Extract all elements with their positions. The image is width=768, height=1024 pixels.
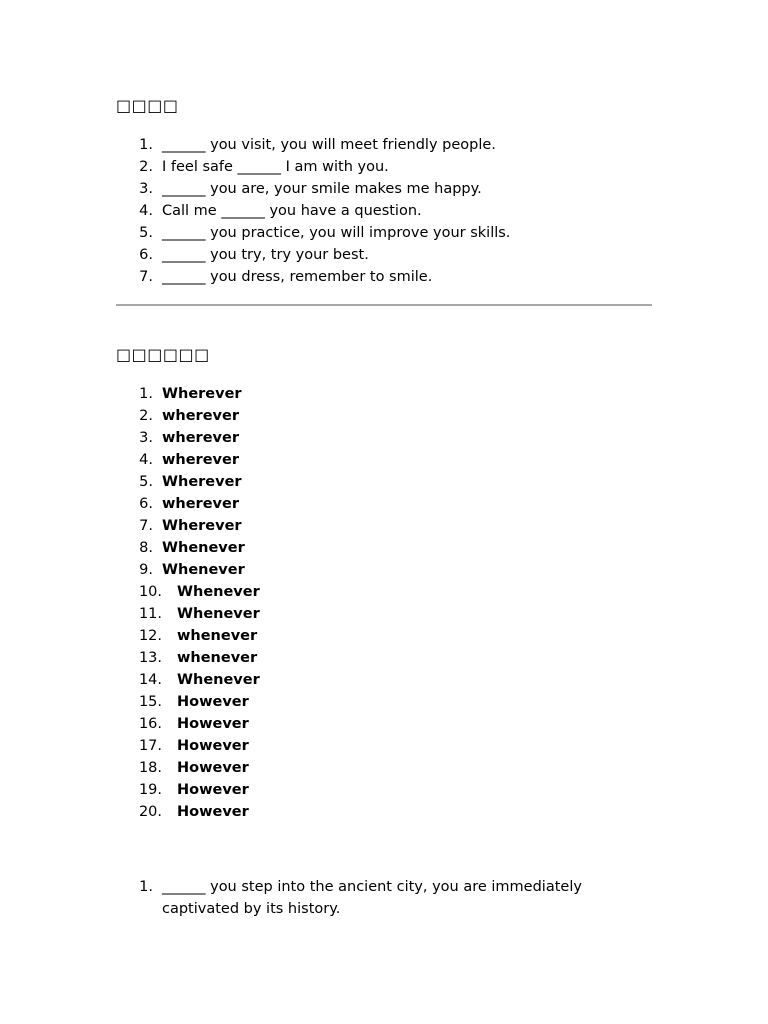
item-number: 11. — [138, 606, 162, 622]
answer-item — [116, 427, 652, 449]
item-number: 9. — [139, 562, 153, 578]
item-number: 20. — [138, 804, 162, 820]
answer-text: However — [177, 782, 249, 798]
answer-item — [116, 669, 652, 691]
answer-item — [116, 801, 652, 823]
item-number: 12. — [138, 628, 162, 644]
exercise-list — [116, 134, 652, 288]
item-number: 14. — [138, 672, 162, 688]
answer-text: However — [177, 738, 249, 754]
item-text: ______ you are, your smile makes me happy. — [162, 181, 482, 197]
item-number: 2. — [139, 408, 153, 424]
exercise-item — [116, 200, 652, 222]
answer-item — [116, 537, 652, 559]
answer-text: Whenever — [162, 540, 245, 556]
answer-item — [116, 515, 652, 537]
answer-item — [116, 471, 652, 493]
exercise-item — [116, 156, 652, 178]
answer-text: wherever — [162, 408, 239, 424]
answer-item — [116, 713, 652, 735]
exercise-item — [116, 134, 652, 156]
item-number: 19. — [138, 782, 162, 798]
item-number: 1. — [139, 386, 153, 402]
answer-text: wherever — [162, 430, 239, 446]
item-number: 4. — [139, 452, 153, 468]
item-number: 6. — [139, 247, 153, 263]
answer-item — [116, 625, 652, 647]
item-number: 4. — [139, 203, 153, 219]
answer-item — [116, 691, 652, 713]
item-number: 10. — [138, 584, 162, 600]
item-number: 17. — [138, 738, 162, 754]
item-number: 13. — [138, 650, 162, 666]
answer-text: wherever — [162, 452, 239, 468]
exercise-item — [116, 244, 652, 266]
item-text: ______ you practice, you will improve your skills. — [162, 225, 511, 241]
item-number: 5. — [139, 225, 153, 241]
extra-exercise-list — [116, 876, 636, 920]
answer-item — [116, 603, 652, 625]
answer-text: However — [177, 694, 249, 710]
item-number: 7. — [139, 269, 153, 285]
answer-text: Wherever — [162, 518, 242, 534]
item-number: 18. — [138, 760, 162, 776]
answer-text: whenever — [177, 650, 258, 666]
answer-text: However — [177, 804, 249, 820]
answer-text: However — [177, 716, 249, 732]
answer-item — [116, 779, 652, 801]
item-number: 15. — [138, 694, 162, 710]
item-number: 5. — [139, 474, 153, 490]
item-text: ______ you dress, remember to smile. — [162, 269, 433, 285]
item-number: 6. — [139, 496, 153, 512]
exercise-section-title: □□□□ — [116, 96, 179, 115]
item-number: 7. — [139, 518, 153, 534]
answer-item — [116, 449, 652, 471]
answer-text: Whenever — [162, 562, 245, 578]
answer-text: Wherever — [162, 386, 242, 402]
answer-text: However — [177, 760, 249, 776]
answer-item — [116, 493, 652, 515]
item-number: 8. — [139, 540, 153, 556]
answer-item — [116, 647, 652, 669]
answer-text: Whenever — [177, 606, 260, 622]
answer-text: wherever — [162, 496, 239, 512]
answer-item — [116, 757, 652, 779]
exercise-item — [116, 222, 652, 244]
item-text: ______ you try, try your best. — [162, 247, 369, 263]
item-text: ______ you visit, you will meet friendly people. — [162, 137, 496, 153]
answer-item — [116, 559, 652, 581]
answer-item — [116, 581, 652, 603]
exercise-item — [116, 266, 652, 288]
section-divider — [116, 304, 652, 306]
exercise-item — [116, 178, 652, 200]
item-text: I feel safe ______ I am with you. — [162, 159, 389, 175]
item-text: ______ you step into the ancient city, you are immediately captivated by its history. — [162, 879, 582, 917]
item-number: 2. — [139, 159, 153, 175]
item-number: 1. — [139, 137, 153, 153]
answer-section-title: □□□□□□ — [116, 345, 210, 364]
exercise-item — [116, 876, 636, 920]
answer-item — [116, 405, 652, 427]
answer-text: Whenever — [177, 584, 260, 600]
answer-text: Wherever — [162, 474, 242, 490]
answer-list — [116, 383, 652, 823]
item-number: 3. — [139, 430, 153, 446]
answer-text: whenever — [177, 628, 258, 644]
answer-item — [116, 383, 652, 405]
item-number: 16. — [138, 716, 162, 732]
item-text: Call me ______ you have a question. — [162, 203, 422, 219]
item-number: 1. — [139, 879, 153, 895]
item-number: 3. — [139, 181, 153, 197]
answer-item — [116, 735, 652, 757]
answer-text: Whenever — [177, 672, 260, 688]
